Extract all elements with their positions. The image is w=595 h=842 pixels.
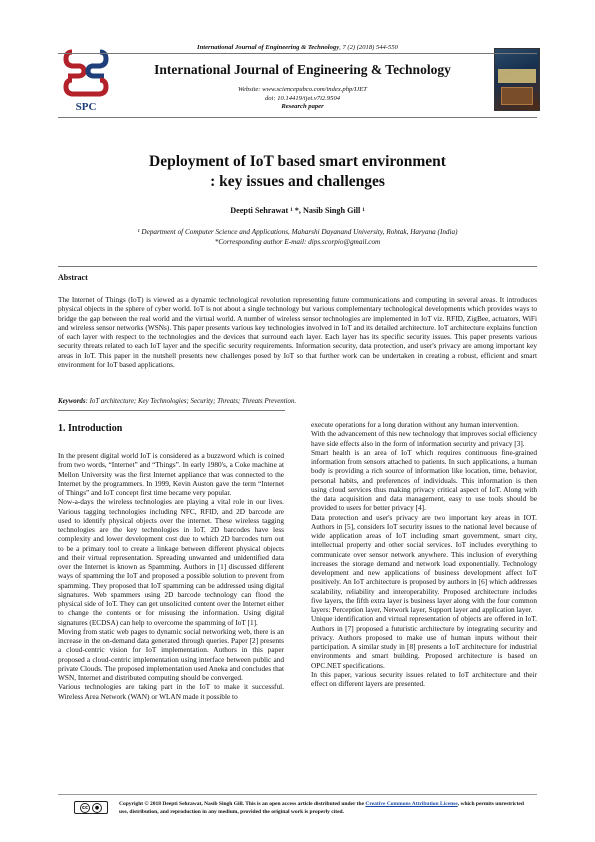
publisher-logo	[62, 46, 110, 114]
affiliation-line: ¹ Department of Computer Science and Applications, Maharshi Dayanand University, Rohtak, Haryana (India)	[137, 228, 458, 236]
cc-icon: cc	[80, 803, 90, 813]
intro-paragraph: In the present digital world IoT is considered as a buzzword which is coined from two words, “Internet” and “Things”. In early 1980's, a Coke machine at Mellon University was the first Internet appliance that was connected to the Internet by the programmers. In 1999, Kevin Auston gave the term “Internet of Things” and IoT concept first time became very popular.	[58, 451, 284, 497]
attribution-icon: ●	[92, 803, 102, 813]
keywords-label: Keywords	[58, 398, 86, 405]
section-heading-introduction: 1. Introduction	[58, 423, 123, 434]
copyright-prefix: Copyright © 2018 Deepti Sehrawat, Nasib Singh Gill. This is an open access article distributed under the	[119, 801, 366, 807]
intro-paragraph: Smart health is an area of IoT which requires continuous fine-grained information from sensors attached to patients. In such applications, a human body is providing a rich source of information like location, time, behavior, personal habits, and preferences of individuals. This information is then using cloud services thus making privacy critical aspect of IoT. Along with the data acquisition and data management, easy to use tools should be provided to users for better privacy [4].	[311, 447, 537, 513]
corresponding-author: *Corresponding author E-mail: dips.scorpio@gmail.com	[214, 237, 381, 246]
running-header-citation: , 7 (2) (2018) 544-550	[339, 44, 398, 51]
paper-title-line1: Deployment of IoT based smart environment	[149, 153, 446, 170]
journal-website[interactable]: Website: www.sciencepubco.com/index.php/IJET	[238, 86, 367, 93]
abstract-top-rule	[58, 266, 537, 267]
intro-paragraph: Data protection and user's privacy are two important key areas in IOT. Authors in [5], considers IoT security issues to the national level because of wide application areas of IoT including smart government, smart city, intellectual property and other social services. IoT includes everything to communicate over sensor network anywhere. This inclusion of everything increases the storage demand and network load exponentially. Technology development and new applications of business development affect IoT positively. An IoT architecture is proposed by authors in [6] which addresses scalability, reliability and interoperability. Proposed architecture includes five layers, the fifth extra layer is business layer along with the four common layers: Perception layer, Network layer, Support layer and application layer.	[311, 512, 537, 614]
running-header	[58, 44, 537, 51]
page-footer	[58, 794, 537, 818]
copyright-suffix: , which permits unrestricted use, distribution, and reproduction in any medium, provided the original work is properly cited.	[119, 801, 524, 815]
abstract-heading: Abstract	[58, 273, 88, 282]
intro-paragraph: Moving from static web pages to dynamic social networking web, there is an increase in the on-demand data generated through queries. Paper [2] presents a cloud-centric vision for IoT implementation. Authors in this paper proposed a cloud-centric implementation using interface between public and private Clouds. The proposed implementation used Aneka and concludes that WSN, Internet and distributed computing should be converged.	[58, 626, 284, 682]
keywords-list: : IoT architecture; Key Technologies; Security; Threats; Threats Prevention.	[85, 398, 297, 405]
publisher-logo-text: SPC	[75, 101, 97, 113]
abstract-bottom-rule	[58, 410, 285, 411]
intro-column-left	[58, 451, 284, 701]
intro-paragraph: execute operations for a long duration without any human intervention.	[311, 420, 519, 429]
intro-paragraph: Unique identification and virtual representation of objects are offered in IoT. Authors in [7] proposed a futuristic architecture by integrating security and privacy. Authors proposed to make use of human inputs without their participation. A similar study in [8] presents a IoT architecture for industrial environments and smart building. Proposed architecture is based on OPC.NET specifications.	[311, 614, 537, 670]
intro-paragraph: In this paper, various security issues related to IoT architecture and their effect on different layers are presented.	[311, 669, 537, 688]
journal-cover-image	[494, 48, 540, 111]
paper-title-line2: : key issues and challenges	[210, 173, 385, 190]
copyright-notice	[119, 800, 533, 816]
intro-paragraph: With the advancement of this new technology that improves social efficiency have side effects also in the form of information security and privacy [3].	[311, 429, 537, 448]
paper-title	[90, 152, 505, 192]
journal-title: International Journal of Engineering & Technology	[154, 62, 451, 77]
intro-column-right	[311, 420, 537, 688]
intro-paragraph: Various technologies are taking part in the IoT to make it successful. Wireless Area Network (WAN) or WLAN made it possible to	[58, 682, 284, 701]
cc-license-badge[interactable]	[74, 801, 108, 814]
keywords	[58, 398, 537, 405]
intro-paragraph: Now-a-days the wireless technologies are playing a vital role in our lives. Various tagging technologies including NFC, RFID, and 2D barcode are used to identify physical objects over the internet. These wireless tagging technologies are the key technologies in IoT. 2D barcodes have less complexity and lower development cost due to which 2D barcodes turn out to be a primary tool to create a linkage between different physical objects and their virtual representation. Spreading unwanted and unidentified data over the Internet is known as Spamming. Authors in [1] discussed different ways of spamming the IoT and proposed a possible solution to prevent from spamming. They proposed that IoT spamming can be addressed using digital signatures. Web spammers using 2D barcode technology can flood the physical side of IoT. They can get unsolicited content over the Internet either to change the contents or for misusing the information. Using digital signatures (ECDSA) can help to overcome the spamming of IoT [1].	[58, 497, 284, 627]
header-top-rule	[58, 53, 537, 54]
article-type: Research paper	[281, 103, 324, 110]
abstract-text: The Internet of Things (IoT) is viewed as a dynamic technological revolution representing future communications and computing in several areas. It introduces physical objects in the sphere of cyber world. IoT is not about a single technology but various complementary technological developments which provides ways to bridge the gap between the real world and the virtual world. A number of wireless sensor technologies are implemented in IoT viz. RFID, ZigBee, actuators, WiFi and wireless sensor networks (WSNs). This paper presents various key technologies involved in IoT and its detailed architecture. IoT architecture explains function of each layer with respect to the technologies and the devices that surround each layer. Each layer has its specific security issues. This paper presents various security threats related to each IoT layer and the specific security requirements. Information security, data protection, and user's privacy are among important key areas in IoT. This paper in the nutshell presents new challenges posed by IoT so that further work can be undertaken in creating a robust, efficient and smart environment for IoT based applications.	[58, 295, 537, 370]
journal-meta	[120, 86, 485, 112]
paper-authors: Deepti Sehrawat ¹ *, Nasib Singh Gill ¹	[230, 206, 365, 215]
header-bottom-rule	[58, 117, 537, 118]
license-link[interactable]: Creative Commons Attribution License	[365, 801, 458, 807]
author-affiliation	[58, 228, 537, 247]
journal-doi[interactable]: doi: 10.14419/ijet.v7i2.9504	[264, 94, 341, 102]
running-header-journal: International Journal of Engineering & Technology	[197, 44, 340, 51]
